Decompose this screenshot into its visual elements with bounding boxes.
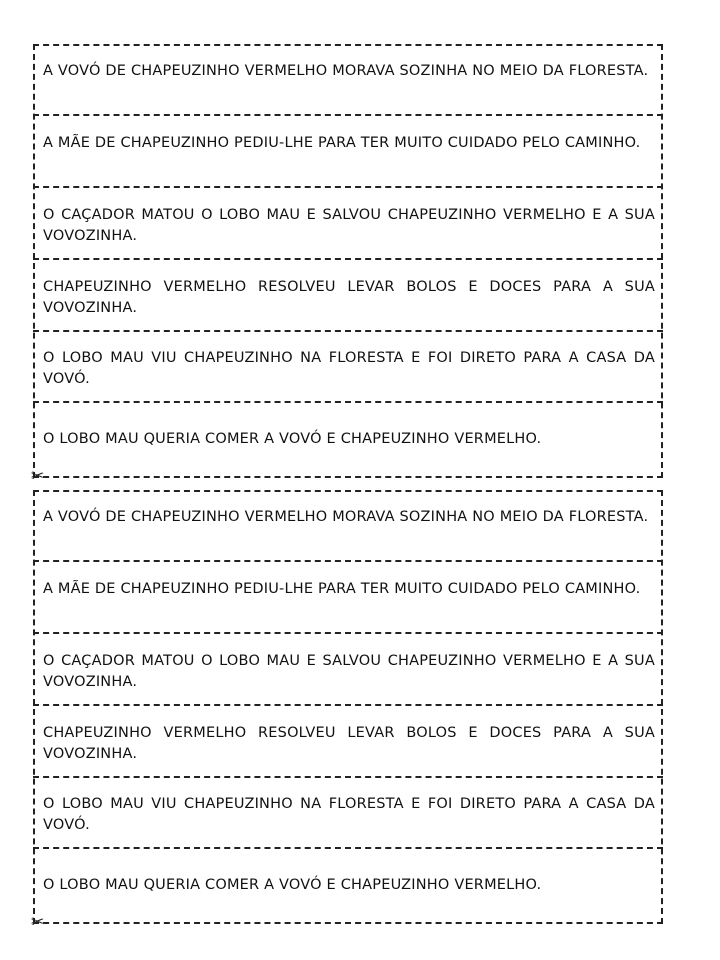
- cut-line: [33, 632, 663, 634]
- sentence-strip: O LOBO MAU VIU CHAPEUZINHO NA FLORESTA E FOI DIRETO PARA A CASA DA VOVÓ.: [43, 796, 655, 833]
- dashed-frame: [33, 44, 663, 478]
- sentence-strip: A MÃE DE CHAPEUZINHO PEDIU-LHE PARA TER MUITO CUIDADO PELO CAMINHO.: [43, 581, 641, 597]
- cut-line: [33, 330, 663, 332]
- cut-line: [33, 114, 663, 116]
- cut-out-sheet-1: [31, 44, 663, 485]
- sentence-strip: O LOBO MAU QUERIA COMER A VOVÓ E CHAPEUZINHO VERMELHO.: [43, 431, 542, 447]
- sentence-strip: CHAPEUZINHO VERMELHO RESOLVEU LEVAR BOLOS E DOCES PARA A SUA VOVOZINHA.: [43, 279, 655, 316]
- sentence-strip: O CAÇADOR MATOU O LOBO MAU E SALVOU CHAPEUZINHO VERMELHO E A SUA VOVOZINHA.: [43, 653, 655, 690]
- cut-line: [33, 401, 663, 403]
- sentence-strip: A VOVÓ DE CHAPEUZINHO VERMELHO MORAVA SOZINHA NO MEIO DA FLORESTA.: [43, 509, 649, 525]
- sentence-strip: A VOVÓ DE CHAPEUZINHO VERMELHO MORAVA SOZINHA NO MEIO DA FLORESTA.: [43, 63, 649, 79]
- sentence-strip: O LOBO MAU VIU CHAPEUZINHO NA FLORESTA E FOI DIRETO PARA A CASA DA VOVÓ.: [43, 350, 655, 387]
- cut-line: [33, 847, 663, 849]
- cut-line: [33, 704, 663, 706]
- cut-out-sheet-2: [31, 490, 663, 931]
- scissors-icon: ✂: [31, 466, 45, 485]
- sentence-strip: O LOBO MAU QUERIA COMER A VOVÓ E CHAPEUZINHO VERMELHO.: [43, 877, 542, 893]
- scissors-icon: ✂: [31, 912, 45, 931]
- cut-line: [33, 776, 663, 778]
- cut-line: [33, 258, 663, 260]
- cut-line: [33, 560, 663, 562]
- sentence-strip: O CAÇADOR MATOU O LOBO MAU E SALVOU CHAPEUZINHO VERMELHO E A SUA VOVOZINHA.: [43, 207, 655, 244]
- sentence-strip: A MÃE DE CHAPEUZINHO PEDIU-LHE PARA TER MUITO CUIDADO PELO CAMINHO.: [43, 135, 641, 151]
- cut-line: [33, 186, 663, 188]
- dashed-frame: [33, 490, 663, 924]
- sentence-strip: CHAPEUZINHO VERMELHO RESOLVEU LEVAR BOLOS E DOCES PARA A SUA VOVOZINHA.: [43, 725, 655, 762]
